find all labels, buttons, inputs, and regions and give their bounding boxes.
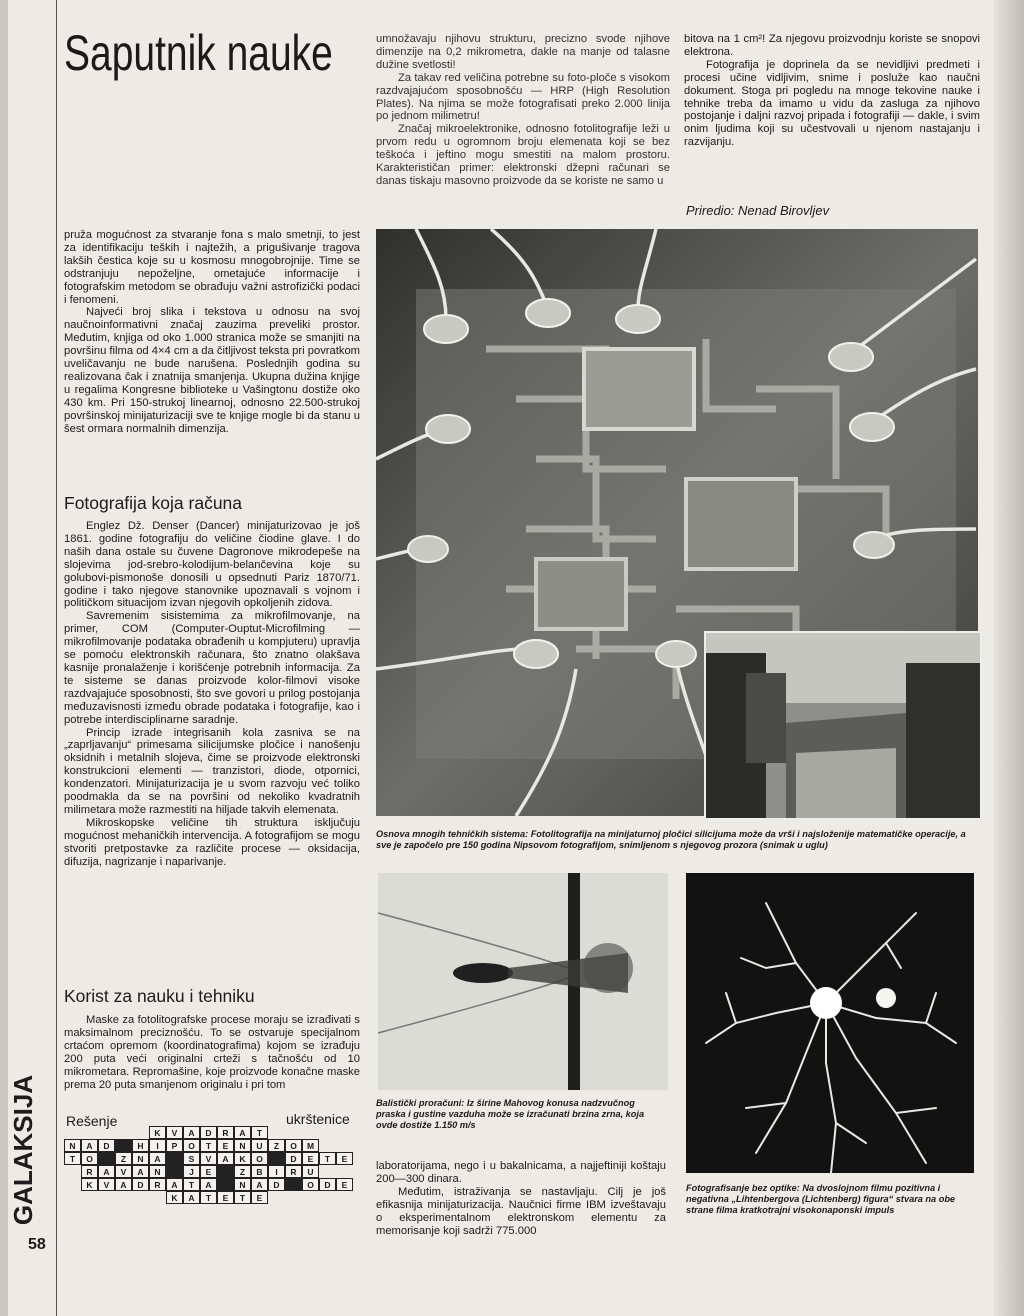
paragraph: Za takav red veličina potrebne su foto-ploče s visokom razdvajajućom sposobnošću — HRP (High Resolution Plates). Na njima se može fotografisati preko 2.000 linija po jednom milimetru! (376, 71, 670, 123)
crossword-cell: V (200, 1152, 217, 1165)
crossword-cell: D (319, 1178, 336, 1191)
crossword-cell: E (336, 1178, 353, 1191)
crossword-cell: N (64, 1139, 81, 1152)
crossword-cell: A (166, 1178, 183, 1191)
crossword-cell: A (234, 1126, 251, 1139)
left-block-3 (64, 1014, 360, 1091)
crossword-grid (64, 1126, 364, 1226)
left-block-2 (64, 520, 360, 868)
crossword-cell: R (149, 1178, 166, 1191)
crossword-cell: A (98, 1165, 115, 1178)
crossword-cell: A (200, 1178, 217, 1191)
crossword-cell: N (132, 1152, 149, 1165)
crossword-cell: V (98, 1178, 115, 1191)
crossword-cell: N (149, 1165, 166, 1178)
paragraph: Savremenim sisistemima za mikrofilmovanje, na primer, COM (Computer-Ouptut-Microfilming — mikrofilmovanje podataka obrađenih u kompjuteru) upravlja se pomoću elektronskih računara, što znatno olakšava kasnije pronalaženje i korišćenje potrebnih informacija. Za te sisteme se danas proizvode kolor-filmovi visoke razdvajajuće sposobnosti, što sve govori u prilog postojanja međuzavisnosti između obrade podataka i fotografije, kao i potrebe interdisciplinarne saradnje. (64, 610, 360, 726)
paragraph: Najveći broj slika i tekstova u odnosu na svoj naučnoinformativni značaj zauzima preveliki prostor. Međutim, knjiga od oko 1.000 stranica može se smanjiti na površinu filma od 4×4 cm a da čitljivost teksta pri povratkom uveličavanju ne bude narušena. Poslednjih godina su realizovana čak i znatnija smanjenja. Ukupna dužina knjige u regalima Kongresne biblioteke u Vašingtonu dostiže oko 430 km. Pri 150-strukoj linearnoj, odnosno 22.500-strukoj površinskoj minijaturizaciji sve te knjige mogle bi da stanu u šest ormara normalnih dimenzija. (64, 306, 360, 435)
paragraph: Međutim, istraživanja se nastavljaju. Cilj je još efikasnija minijaturizacija. Naučnici firme IBM izveštavaju o eksperimentalnom elektronskom elementu za memorisanje koji sadrži 775.000 (376, 1185, 666, 1237)
crossword-cell: B (251, 1165, 268, 1178)
crossword-cell: M (302, 1139, 319, 1152)
crossword-cell: E (217, 1139, 234, 1152)
crossword-cell: Z (234, 1165, 251, 1178)
crossword-cell: K (166, 1191, 183, 1204)
crossword-cell: I (268, 1165, 285, 1178)
crossword-cell (217, 1178, 234, 1191)
crossword-cell (285, 1178, 302, 1191)
crossword-cell: E (336, 1152, 353, 1165)
paragraph: umnožavaju njihovu strukturu, precizno svode njihove dimenzije na 0,2 mikrometra, dakle na manje od talasne dužine svetlosti! (376, 33, 670, 71)
crossword-cell: D (285, 1152, 302, 1165)
crossword-cell: K (81, 1178, 98, 1191)
crossword-cell: A (115, 1178, 132, 1191)
author-credit: Priredio: Nenad Birovljev (686, 203, 830, 218)
crossword-cell: A (217, 1152, 234, 1165)
crossword-cell: N (234, 1139, 251, 1152)
crossword-cell (98, 1152, 115, 1165)
crossword-cell: S (183, 1152, 200, 1165)
crossword-cell: K (149, 1126, 166, 1139)
crossword-cell: E (200, 1165, 217, 1178)
crossword-cell: R (81, 1165, 98, 1178)
crossword-cell: U (302, 1165, 319, 1178)
niepce-inset-photo (704, 631, 982, 820)
crossword-cell: A (132, 1165, 149, 1178)
ballistic-photo (378, 873, 668, 1090)
crossword-cell: A (251, 1178, 268, 1191)
crossword-cell (268, 1152, 285, 1165)
caption-ballistic: Balistički proračuni: Iz širine Mahovog konusa nadzvučnog praska i gustine vazduha može se izračunati brzina zrna, koja ovde dostiže 1.150 m/s (376, 1098, 645, 1130)
page-edge-right (994, 0, 1024, 1316)
crossword-cell (166, 1165, 183, 1178)
paragraph: Mikroskopske veličine tih struktura isključuju mogućnost mehaničkih intervencija. A fotografijom se mogu stvoriti pretpostavke za različite procese — oksidacija, difuzija, nagrizanje i naparivanje. (64, 816, 360, 868)
top-column-1 (376, 33, 670, 188)
crossword-cell: A (183, 1126, 200, 1139)
crossword-cell: O (81, 1152, 98, 1165)
heading-fotografija-koja-racuna: Fotografija koja računa (64, 493, 243, 513)
paragraph: pruža mogućnost za stvaranje fona s malo smetnji, to jest za identifikaciju teških i najtežih, a prigušivanje tragova lakših čestica koje su u kosmosu mnogobrojnije. Time se odstranjuju nepoželjne, ometajuće informacije i fotografskim metodom se obrađuju važni astrofizički podaci i fenomeni. (64, 229, 360, 306)
crossword-cell: A (149, 1152, 166, 1165)
crossword-cell: A (183, 1191, 200, 1204)
caption-main: Osnova mnogih tehničkih sistema: Fotolitografija na minijaturnoj pločici silicijuma može da vrši i najsloženije matematičke operacije, a sve je započelo pre 150 godina Nipsovom fotografijom, snimljenom s njegovog prozora (snimak u uglu) (376, 829, 966, 850)
crossword-cell: T (200, 1191, 217, 1204)
crossword-cell: H (132, 1139, 149, 1152)
crossword-cell: D (268, 1178, 285, 1191)
page-number: 58 (28, 1236, 46, 1253)
margin-rule (56, 0, 57, 1316)
crossword-cell: O (183, 1139, 200, 1152)
crossword-cell: I (149, 1139, 166, 1152)
crossword-cell: E (251, 1191, 268, 1204)
crossword-cell: U (251, 1139, 268, 1152)
paragraph: Značaj mikroelektronike, odnosno fotolitografije leži u prvom redu u ogromnom broju elemenata koji se bez teškoća i jeftino mogu smestiti na malom prostoru. Karakterističan primer: elektronski džepni računari se danas tiskaju masovno proizvode da se koriste ne samo u (376, 123, 670, 187)
magazine-logo-text: GALAKSIJA (8, 1074, 38, 1226)
top-column-2 (684, 33, 980, 149)
crossword-cell: D (132, 1178, 149, 1191)
crossword-cell: T (234, 1191, 251, 1204)
crossword-cell: V (166, 1126, 183, 1139)
crossword-cell: T (64, 1152, 81, 1165)
crossword-cell: E (217, 1191, 234, 1204)
crossword-cell (217, 1165, 234, 1178)
crossword-cell: A (81, 1139, 98, 1152)
paragraph: Fotografija je doprinela da se nevidljivi predmeti i procesi učine vidljivim, snime i posluže kao naučni dokument. Stoga pri pogledu na mnoge tekovine nauke i tehnike treba da imamo u vidu da zasluga za njihovo postojanje i daljni razvoj pripada i fotografiji — dakle, i svim onim ljudima koji su učestvovali u njenom nastajanju i razvijanju. (684, 58, 980, 149)
crossword-cell: O (285, 1139, 302, 1152)
middle-text-column (376, 1160, 666, 1237)
crossword-cell (115, 1139, 132, 1152)
paragraph: laboratorijama, nego i u bakalnicama, a najjeftiniji koštaju 200—300 dinara. (376, 1160, 666, 1185)
crossword-title-right: ukrštenice (286, 1111, 350, 1127)
crossword-cell: R (217, 1126, 234, 1139)
crossword-cell: Z (268, 1139, 285, 1152)
crossword-cell (166, 1152, 183, 1165)
crossword-cell: K (234, 1152, 251, 1165)
lichtenberg-figure-photo (686, 873, 974, 1173)
crossword-cell: V (115, 1165, 132, 1178)
crossword-cell: D (200, 1126, 217, 1139)
crossword-cell: T (251, 1126, 268, 1139)
crossword-title-left: Rešenje (66, 1113, 118, 1129)
crossword-cell: D (98, 1139, 115, 1152)
paragraph: Princip izrade integrisanih kola zasniva se na „zaprljavanju“ primesama silicijumske pločice i nanošenju oksidnih i metalnih slojeva, čime se proizvode elektronski konstrukcioni elementi — tranzistori, diode, otpornici, kondenzatori. Minijaturizacija je u svom razvoju već toliko poodmakla da se na površini od nekoliko kvadratnih milimetara može razmestiti na hiljade takvih elemenata. (64, 726, 360, 816)
left-block-1 (64, 229, 360, 436)
crossword-cell: P (166, 1139, 183, 1152)
crossword-cell: O (251, 1152, 268, 1165)
crossword-cell: R (285, 1165, 302, 1178)
crossword-cell: O (302, 1178, 319, 1191)
paragraph: Englez Dž. Denser (Dancer) minijaturizovao je još 1861. godine fotografiju do veličine čiodine glave. I do naših dana ostale su čuvene Dagronove mikrodepeše na slojevima jod-srebro-kolodijum-belančevina koje su golubovi-pismonoše donosili u opsednuti Pariz 1870/71. godine i tako njegove stanovnike upoznavali s vojnom i političkom situacijom izvan njegovih opkoljenih zidova. (64, 520, 360, 610)
crossword-cell: T (183, 1178, 200, 1191)
page-title: Saputnik nauke (64, 25, 333, 81)
paragraph: Maske za fotolitografske procese moraju se izrađivati s maksimalnom preciznošću. To se ostvaruje specijalnom crtaćom opremom (koordinatografima) kojom se izrađuju 200 puta veći originalni crteži s tačnošću od 10 mikrometara. Repromašine, koje proizvode konačne maske prema 20 puta smanjenom originalu i pri tom (64, 1014, 360, 1091)
page-edge-left (0, 0, 8, 1316)
caption-lichtenberg: Fotografisanje bez optike: Na dvoslojnom filmu pozitivna i negativna „Lihtenbergova (Lichtenberg) figura“ stvara na obe strane filma kratkotrajni visokonaponski impuls (686, 1183, 956, 1215)
crossword-cell: T (319, 1152, 336, 1165)
magazine-logo (8, 1074, 52, 1226)
heading-korist-za-nauku: Korist za nauku i tehniku (64, 986, 255, 1006)
crossword-cell: J (183, 1165, 200, 1178)
crossword-cell: T (200, 1139, 217, 1152)
crossword-cell: E (302, 1152, 319, 1165)
crossword-cell: N (234, 1178, 251, 1191)
crossword-cell: Z (115, 1152, 132, 1165)
paragraph: bitova na 1 cm²! Za njegovu proizvodnju koriste se snopovi elektrona. (684, 33, 980, 58)
